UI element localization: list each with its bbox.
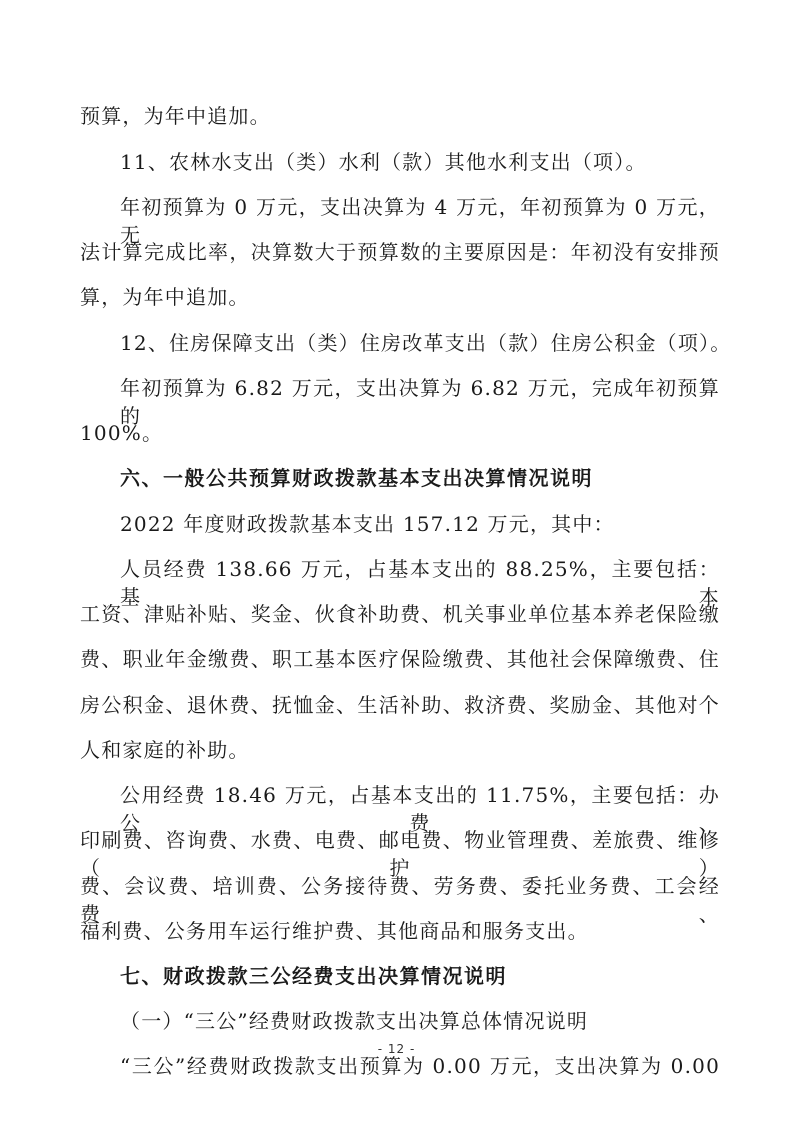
text-line: 12、住房保障支出（类）住房改革支出（款）住房公积金（项）。 bbox=[120, 331, 732, 355]
text-line: 房公积金、退休费、抚恤金、生活补助、救济费、奖励金、其他对个 bbox=[80, 693, 720, 717]
text-line: 100%。 bbox=[80, 421, 164, 445]
text-line: 人员经费 138.66 万元，占基本支出的 88.25%，主要包括：基本 bbox=[120, 557, 720, 609]
page-number: - 12 - bbox=[377, 1042, 416, 1056]
text-line: “三公”经费财政拨款支出预算为 0.00 万元，支出决算为 0.00 bbox=[120, 1054, 720, 1078]
text-line: 年初预算为 6.82 万元，支出决算为 6.82 万元，完成年初预算的 bbox=[120, 376, 720, 428]
text-line: 费、职业年金缴费、职工基本医疗保险缴费、其他社会保障缴费、住 bbox=[80, 647, 720, 671]
text-line: 11、农林水支出（类）水利（款）其他水利支出（项）。 bbox=[120, 150, 647, 174]
section-heading: 七、财政拨款三公经费支出决算情况说明 bbox=[120, 964, 507, 988]
text-line: 预算，为年中追加。 bbox=[80, 104, 271, 128]
text-line: 费、会议费、培训费、公务接待费、劳务费、委托业务费、工会经费、 bbox=[80, 874, 720, 926]
text-line: 算，为年中追加。 bbox=[80, 285, 250, 309]
text-line: 法计算完成比率，决算数大于预算数的主要原因是：年初没有安排预 bbox=[80, 240, 720, 264]
text-line: 2022 年度财政拨款基本支出 157.12 万元，其中： bbox=[120, 512, 615, 536]
text-line: 印刷费、咨询费、水费、电费、邮电费、物业管理费、差旅费、维修（护） bbox=[80, 828, 720, 880]
section-heading: 六、一般公共预算财政拨款基本支出决算情况说明 bbox=[120, 466, 593, 490]
text-line: 人和家庭的补助。 bbox=[80, 738, 250, 762]
text-line: 年初预算为 0 万元，支出决算为 4 万元，年初预算为 0 万元，无 bbox=[120, 195, 720, 247]
text-line: 工资、津贴补贴、奖金、伙食补助费、机关事业单位基本养老保险缴 bbox=[80, 602, 720, 626]
text-line: 公用经费 18.46 万元，占基本支出的 11.75%，主要包括：办公费、 bbox=[120, 783, 720, 835]
subsection-heading: （一）“三公”经费财政拨款支出决算总体情况说明 bbox=[120, 1009, 589, 1033]
text-line: 福利费、公务用车运行维护费、其他商品和服务支出。 bbox=[80, 919, 589, 943]
